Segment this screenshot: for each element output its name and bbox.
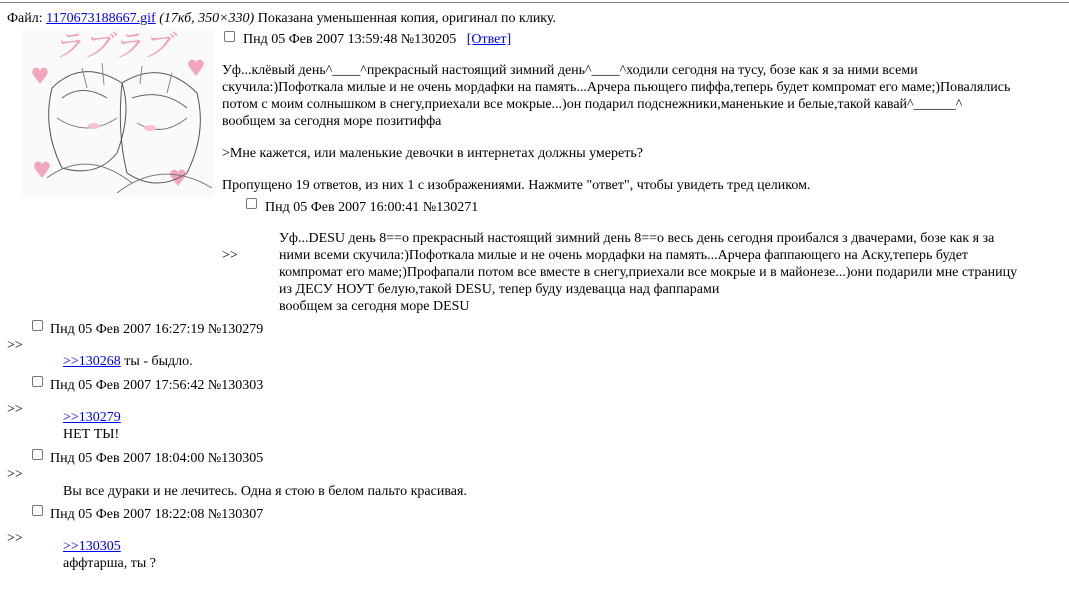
reply-message-line: ними всеми скучила:)Пофоткала милые и не очень мордафки на память...Арчера фаппающего на Аску,теперь будет (279, 248, 969, 263)
reply-date: Пнд 05 Фев 2007 18:22:08 (50, 507, 205, 522)
op-message-line: вообщем за сегодня море позитиффа (222, 114, 442, 129)
thumbnail-sketch (22, 28, 214, 198)
thread-thumbnail-image[interactable] (22, 28, 214, 198)
file-info-bar (7, 10, 556, 27)
op-message-line: скучила:)Пофоткала милые и не очень мордафки на память...Арчера пьющего пиффа,теперь будет компромат его маме;)Повалялись (222, 80, 1011, 95)
reply-select-checkbox[interactable] (32, 505, 43, 516)
reply-number: №130305 (207, 451, 264, 466)
omitted-notice: Пропущено 19 ответов, из них 1 с изображениями. Нажмите "ответ", чтобы увидеть тред целиком. (222, 178, 811, 193)
reply-select-checkbox[interactable] (32, 320, 43, 331)
reply-select-checkbox[interactable] (32, 376, 43, 387)
op-quote: >Мне кажется, или маленькие девочки в интернетах должны умереть? (222, 146, 643, 161)
file-meta: (17кб, 350×330) (159, 11, 255, 26)
reply-date: Пнд 05 Фев 2007 18:04:00 (50, 451, 205, 466)
op-message (222, 62, 1062, 130)
reply-select-checkbox[interactable] (32, 449, 43, 460)
reply-number: №130279 (207, 322, 264, 337)
op-date: Пнд 05 Фев 2007 13:59:48 (243, 32, 398, 47)
reply-marker: >> (7, 467, 23, 482)
reply-header (265, 199, 478, 216)
reply-quote-link[interactable]: >>130305 (63, 539, 121, 554)
reply-quote-link[interactable]: >>130279 (63, 410, 121, 425)
reply-marker: >> (7, 531, 23, 546)
reply-header (50, 450, 263, 467)
reply-date: Пнд 05 Фев 2007 16:00:41 (265, 200, 420, 215)
reply-message-line: компромат его маме;)Профапали потом все вместе в снегу,приехали все мокрые и в майонезе...)они подарили мне страницу (279, 265, 1018, 280)
reply-header (50, 506, 263, 523)
reply-number: №130303 (207, 378, 264, 393)
reply-message (279, 230, 1059, 315)
top-divider (0, 2, 1069, 3)
reply-marker: >> (7, 338, 23, 353)
reply-select-checkbox[interactable] (246, 198, 257, 209)
reply-date: Пнд 05 Фев 2007 17:56:42 (50, 378, 205, 393)
reply-message-line: из ДЕСУ НОУТ белую,такой DESU, тепер буду издевацца над фаппарами (279, 282, 720, 297)
op-reply-link[interactable]: [Ответ] (466, 32, 512, 47)
reply-quote-link[interactable]: >>130268 (63, 354, 121, 369)
reply-marker: >> (7, 402, 23, 417)
op-select-checkbox[interactable] (224, 31, 235, 42)
reply-text: ты - быдло. (124, 354, 193, 369)
reply-message-line: Уф...DESU день 8==о прекрасный настоящий зимний день 8==о весь день сегодня проибался з двачерами, бозе как я за (279, 231, 995, 246)
reply-text: аффтарша, ты ? (63, 556, 157, 571)
thumbnail-title-text: ラブラブ (52, 29, 172, 64)
file-note: Показана уменьшенная копия, оригинал по клику. (257, 11, 557, 26)
reply-number: №130271 (422, 200, 479, 215)
reply-message (63, 409, 121, 426)
op-header (243, 31, 511, 48)
op-message-line: потом с моим солнышком в снегу,приехали все мокрые...)он подарил подснежники,маненькие и белые,такой кавай^______^ (222, 97, 963, 112)
op-message-line: Уф...клёвый день^____^прекрасный настоящий зимний день^____^ходили сегодня на тусу, бозе как я за ними всеми (222, 63, 918, 78)
reply-text: НЕТ ТЫ! (63, 427, 120, 442)
reply-number: №130307 (207, 507, 264, 522)
reply-date: Пнд 05 Фев 2007 16:27:19 (50, 322, 205, 337)
file-link[interactable]: 1170673188667.gif (46, 11, 156, 26)
reply-message (63, 538, 121, 555)
reply-marker: >> (222, 248, 238, 263)
reply-message-line: вообщем за сегодня море DESU (279, 299, 470, 314)
file-label: Файл: (7, 11, 43, 26)
reply-text: Вы все дураки и не лечитесь. Одна я стою в белом пальто красивая. (63, 484, 467, 499)
reply-header (50, 321, 263, 338)
reply-header (50, 377, 263, 394)
reply-message (63, 353, 193, 370)
op-number: №130205 (400, 32, 457, 47)
